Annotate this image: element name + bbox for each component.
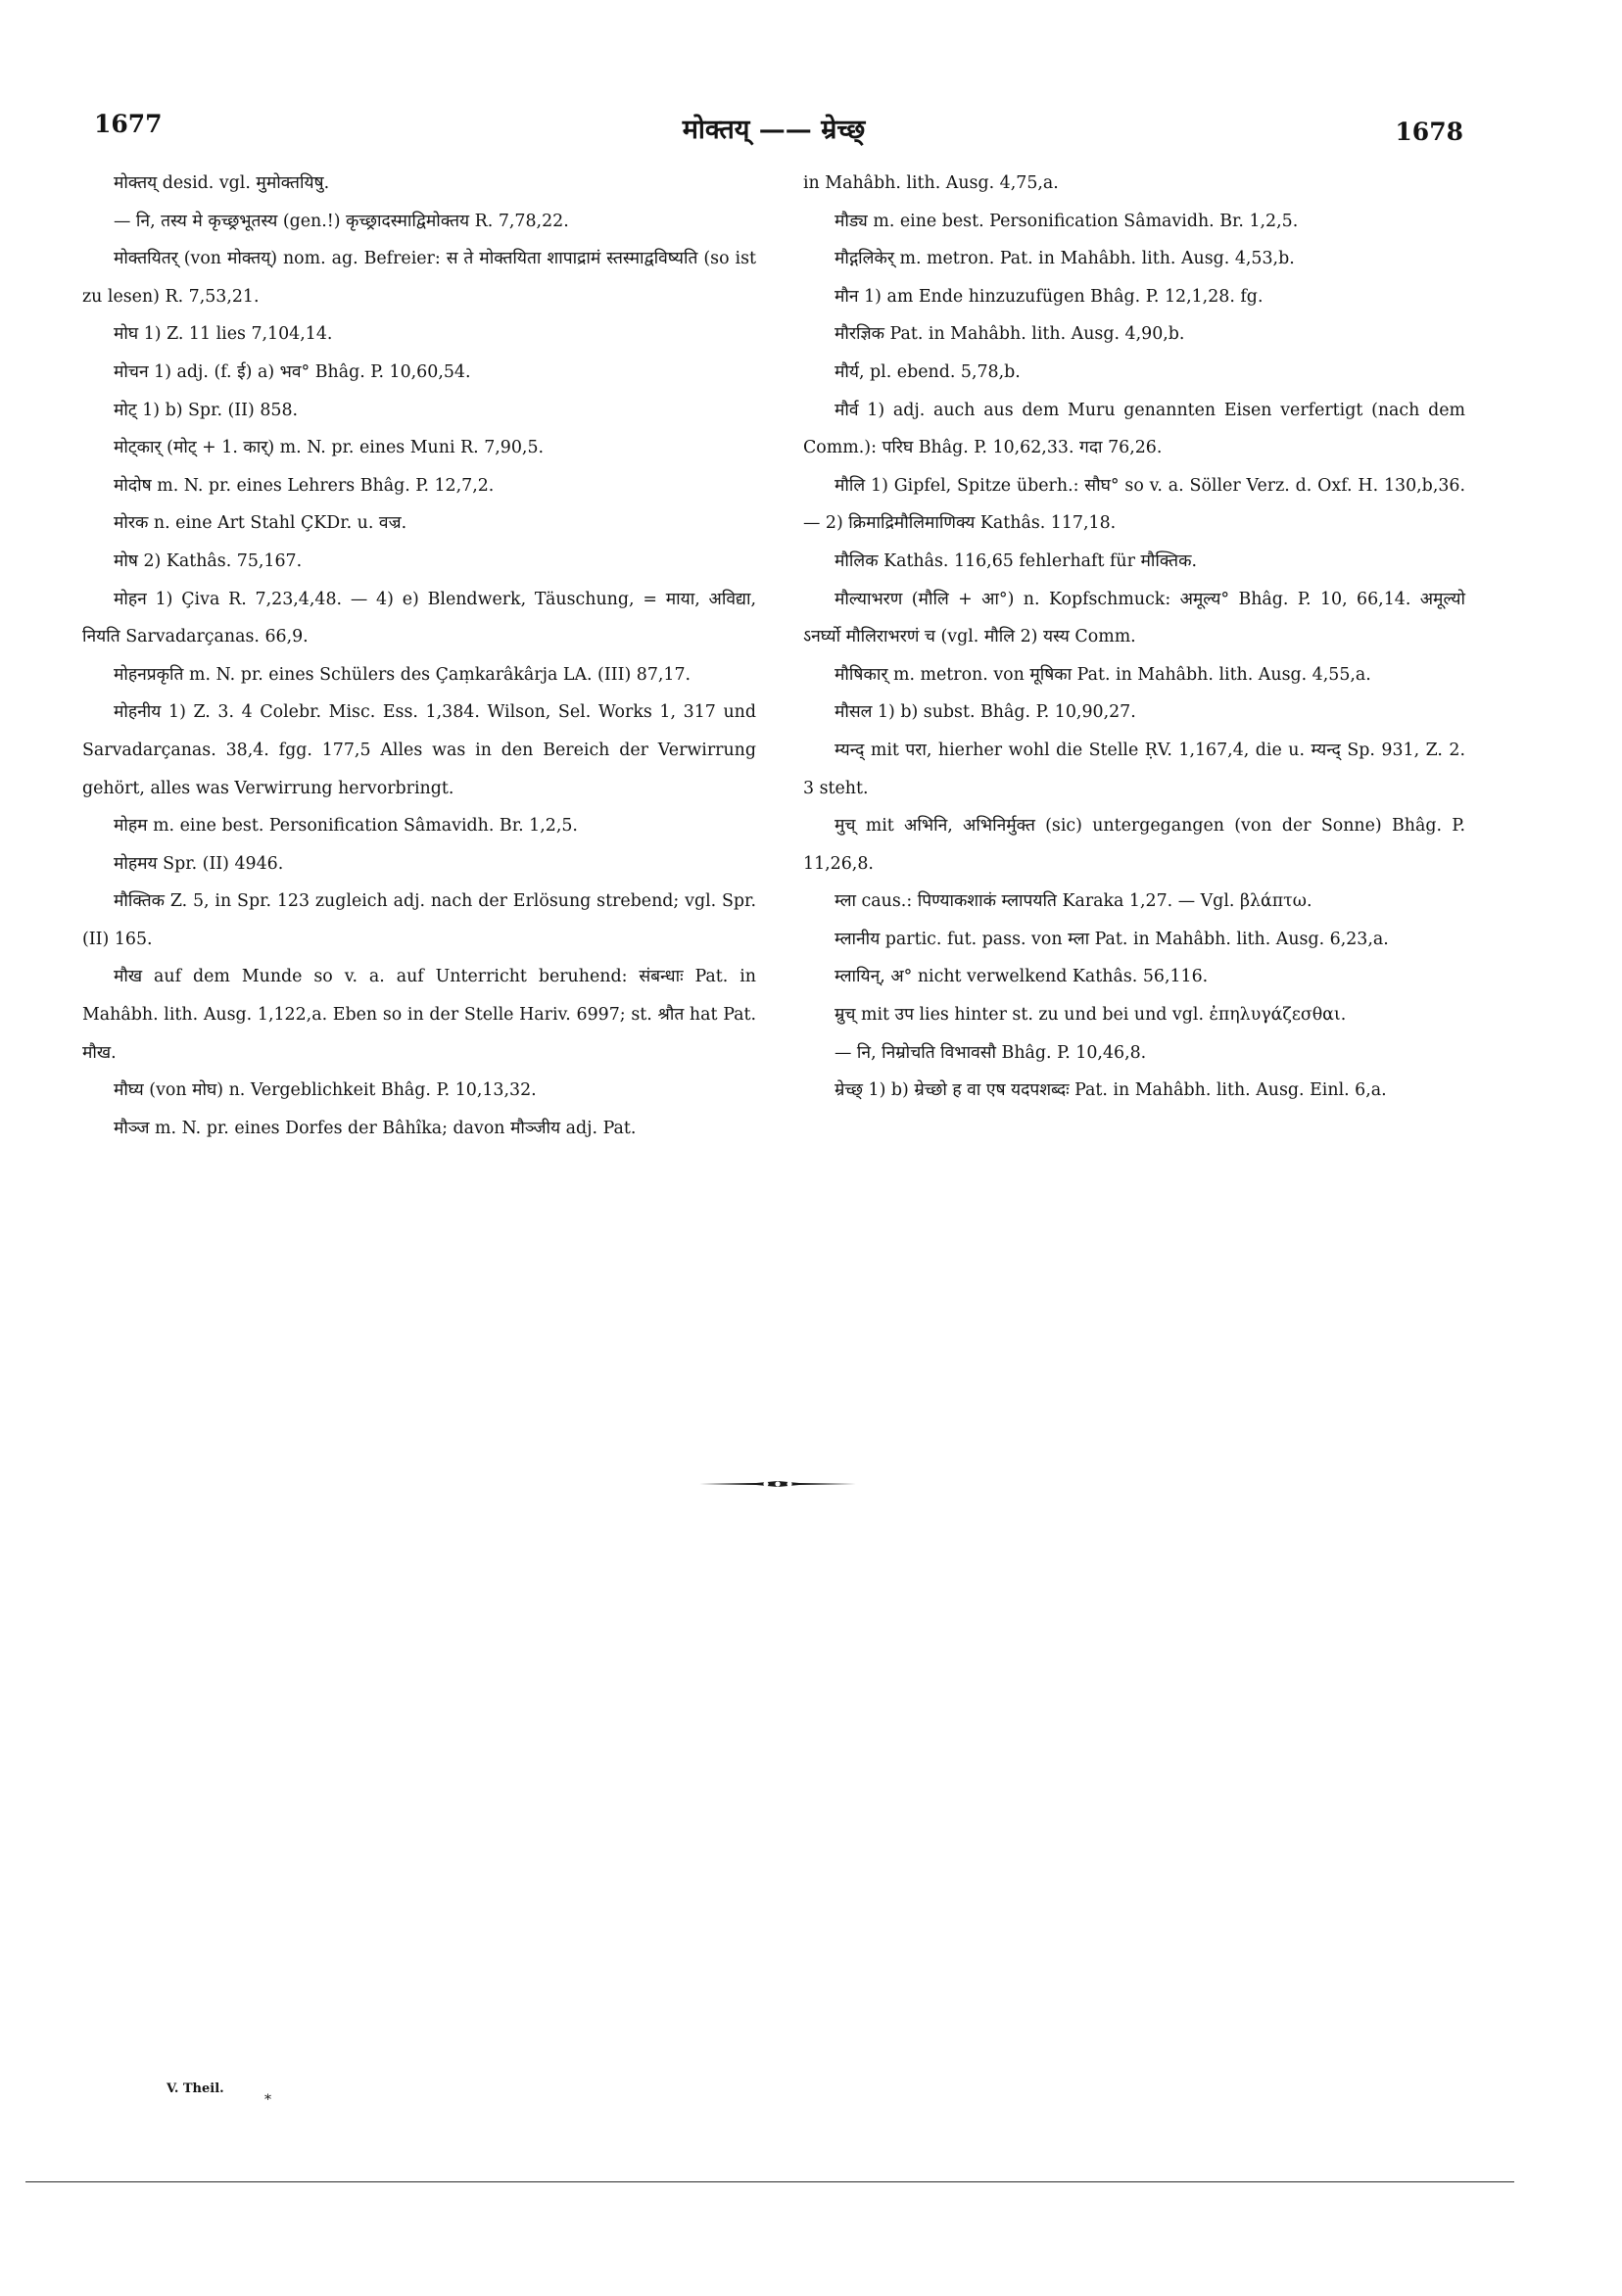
dictionary-entry: मौञ्ज m. N. pr. eines Dorfes der Bâhîka; davon मौञ्जीय adj. Pat. [114, 1118, 637, 1138]
dictionary-entry: म्रुच् mit उप lies hinter st. zu und bei und vgl. ἐπηλυγάζεσθαι. [835, 1005, 1347, 1026]
running-title: मोक्तय् —— म्रेच्छ् [682, 115, 866, 145]
dictionary-entry: मोक्तयितर् (von मोक्तय्) nom. ag. Befreier: स ते मोक्तयिता शापाद्रामं स्तस्माद्वविष्यति (so ist zu lesen) R. 7,53,21. [82, 249, 756, 307]
dictionary-entry: मुच् mit अभिनि, अभिनिर्मुक्त (sic) untergegangen (von der Sonne) Bhâg. P. 11,26,8. [803, 816, 1465, 874]
bottom-rule [25, 2181, 1514, 2182]
dictionary-entry: मोष 2) Kathâs. 75,167. [114, 550, 303, 571]
dictionary-entry: — नि, तस्य मे कृच्छ्रभूतस्य (gen.!) कृच्छ्रादस्माद्विमोक्तय R. 7,78,22. [114, 211, 569, 231]
footer-mark: * [264, 2092, 271, 2108]
dictionary-entry: मोहनप्रकृति m. N. pr. eines Schülers des Çaṃkarâkârja LA. (III) 87,17. [114, 664, 692, 685]
dictionary-entry: मौक्तिक Z. 5, in Spr. 123 zugleich adj. nach der Erlösung strebend; vgl. Spr. (II) 165. [82, 891, 756, 949]
dictionary-entry: मोदोष m. N. pr. eines Lehrers Bhâg. P. 12,7,2. [114, 475, 495, 496]
signature-mark: V. Theil. [167, 2081, 224, 2096]
left-column [82, 165, 756, 1147]
dictionary-entry: मोचन 1) adj. (f. ई) a) भव° Bhâg. P. 10,60,54. [114, 361, 471, 382]
dictionary-entry: म्ला caus.: पिण्याकशाकं म्लापयति Karaka 1,27. — Vgl. βλάπτω. [835, 891, 1312, 912]
dictionary-entry: मोहन 1) Çiva R. 7,23,4,48. — 4) e) Blendwerk, Täuschung, = माया, अविद्या, नियति Sarvadarçanas. 66,9. [82, 589, 756, 647]
dictionary-entry: म्लानीय partic. fut. pass. von म्ला Pat. in Mahâbh. lith. Ausg. 6,23,a. [835, 929, 1389, 949]
dictionary-entry: मौसल 1) b) subst. Bhâg. P. 10,90,27. [835, 702, 1136, 723]
dictionary-entry: मौघ्य (von मोघ) n. Vergeblichkeit Bhâg. P. 10,13,32. [114, 1080, 537, 1101]
dictionary-entry: मोघ 1) Z. 11 lies 7,104,14. [114, 324, 333, 345]
dictionary-entry: मोरक n. eine Art Stahl ÇKDr. u. वज्र. [114, 513, 407, 534]
dictionary-entry: म्लायिन्, अ° nicht verwelkend Kathâs. 56,116. [835, 967, 1209, 987]
page-number-left: 1677 [94, 110, 163, 138]
dictionary-entry: मौरज्ञिक Pat. in Mahâbh. lith. Ausg. 4,90,b. [835, 324, 1185, 345]
dictionary-entry: मौर्य, pl. ebend. 5,78,b. [835, 361, 1021, 382]
dictionary-entry: मौख auf dem Munde so v. a. auf Unterricht beruhend: संबन्धाः Pat. in Mahâbh. lith. Ausg. 1,122,a. Eben so in der Stelle Hariv. 6997; st. श्रौत hat Pat. मौख. [82, 967, 756, 1063]
running-header [0, 110, 1622, 153]
dictionary-entry: मौलि 1) Gipfel, Spitze überh.: सौघ° so v. a. Söller Verz. d. Oxf. H. 130,b,36. — 2) क्रिमाद्रिमौलिमाणिक्य Kathâs. 117,18. [803, 475, 1465, 534]
dictionary-entry: म्रेच्छ् 1) b) म्रेच्छो ह वा एष यदपशब्दः Pat. in Mahâbh. lith. Ausg. Einl. 6,a. [835, 1080, 1387, 1101]
dictionary-entry: म्यन्द् mit परा, hierher wohl die Stelle ṚV. 1,167,4, die u. म्यन्द् Sp. 931, Z. 2. 3 steht. [803, 740, 1465, 798]
dictionary-entry: मोट् 1) b) Spr. (II) 858. [114, 400, 299, 420]
dictionary-entry: मोहम m. eine best. Personification Sâmavidh. Br. 1,2,5. [114, 816, 578, 837]
dictionary-entry: मोट्कार् (मोट् + 1. कार्) m. N. pr. eines Muni R. 7,90,5. [114, 438, 545, 458]
dictionary-entry: मौड्य m. eine best. Personification Sâmavidh. Br. 1,2,5. [835, 211, 1299, 231]
right-column [803, 165, 1465, 1110]
dictionary-entry: मोहनीय 1) Z. 3. 4 Colebr. Misc. Ess. 1,384. Wilson, Sel. Works 1, 317 und Sarvadarçanas. 38,4. fgg. 177,5 Alles was in den Bereich der Verwirrung gehört, alles was Verwirrung hervorbringt. [82, 702, 756, 798]
dictionary-entry: मौलिक Kathâs. 116,65 fehlerhaft für मौक्तिक. [835, 550, 1197, 571]
end-ornament [697, 1474, 858, 1494]
dictionary-entry: — नि, निम्रोचति विभावसौ Bhâg. P. 10,46,8. [835, 1042, 1147, 1063]
dictionary-entry: मोहमय Spr. (II) 4946. [114, 853, 284, 874]
page-number-right: 1678 [1395, 118, 1463, 146]
dictionary-entry: मौल्याभरण (मौलि + आ°) n. Kopfschmuck: अमूल्य° Bhâg. P. 10, 66,14. अमूल्यो ऽनर्घ्यो मौलिराभरणं च (vgl. मौलि 2) यस्य Comm. [803, 589, 1465, 647]
dictionary-entry: in Mahâbh. lith. Ausg. 4,75,a. [803, 173, 1059, 193]
dictionary-entry: मौषिकार् m. metron. von मूषिका Pat. in Mahâbh. lith. Ausg. 4,55,a. [835, 664, 1371, 685]
dictionary-entry: मौर्व 1) adj. auch aus dem Muru genannten Eisen verfertigt (nach dem Comm.): परिघ Bhâg. P. 10,62,33. गदा 76,26. [803, 400, 1465, 458]
dictionary-entry: मौन 1) am Ende hinzuzufügen Bhâg. P. 12,1,28. fg. [835, 286, 1264, 307]
dictionary-entry: मौद्गलिकेर् m. metron. Pat. in Mahâbh. lith. Ausg. 4,53,b. [835, 249, 1295, 269]
dictionary-entry: मोक्तय् desid. vgl. मुमोक्तयिषु. [114, 173, 330, 193]
